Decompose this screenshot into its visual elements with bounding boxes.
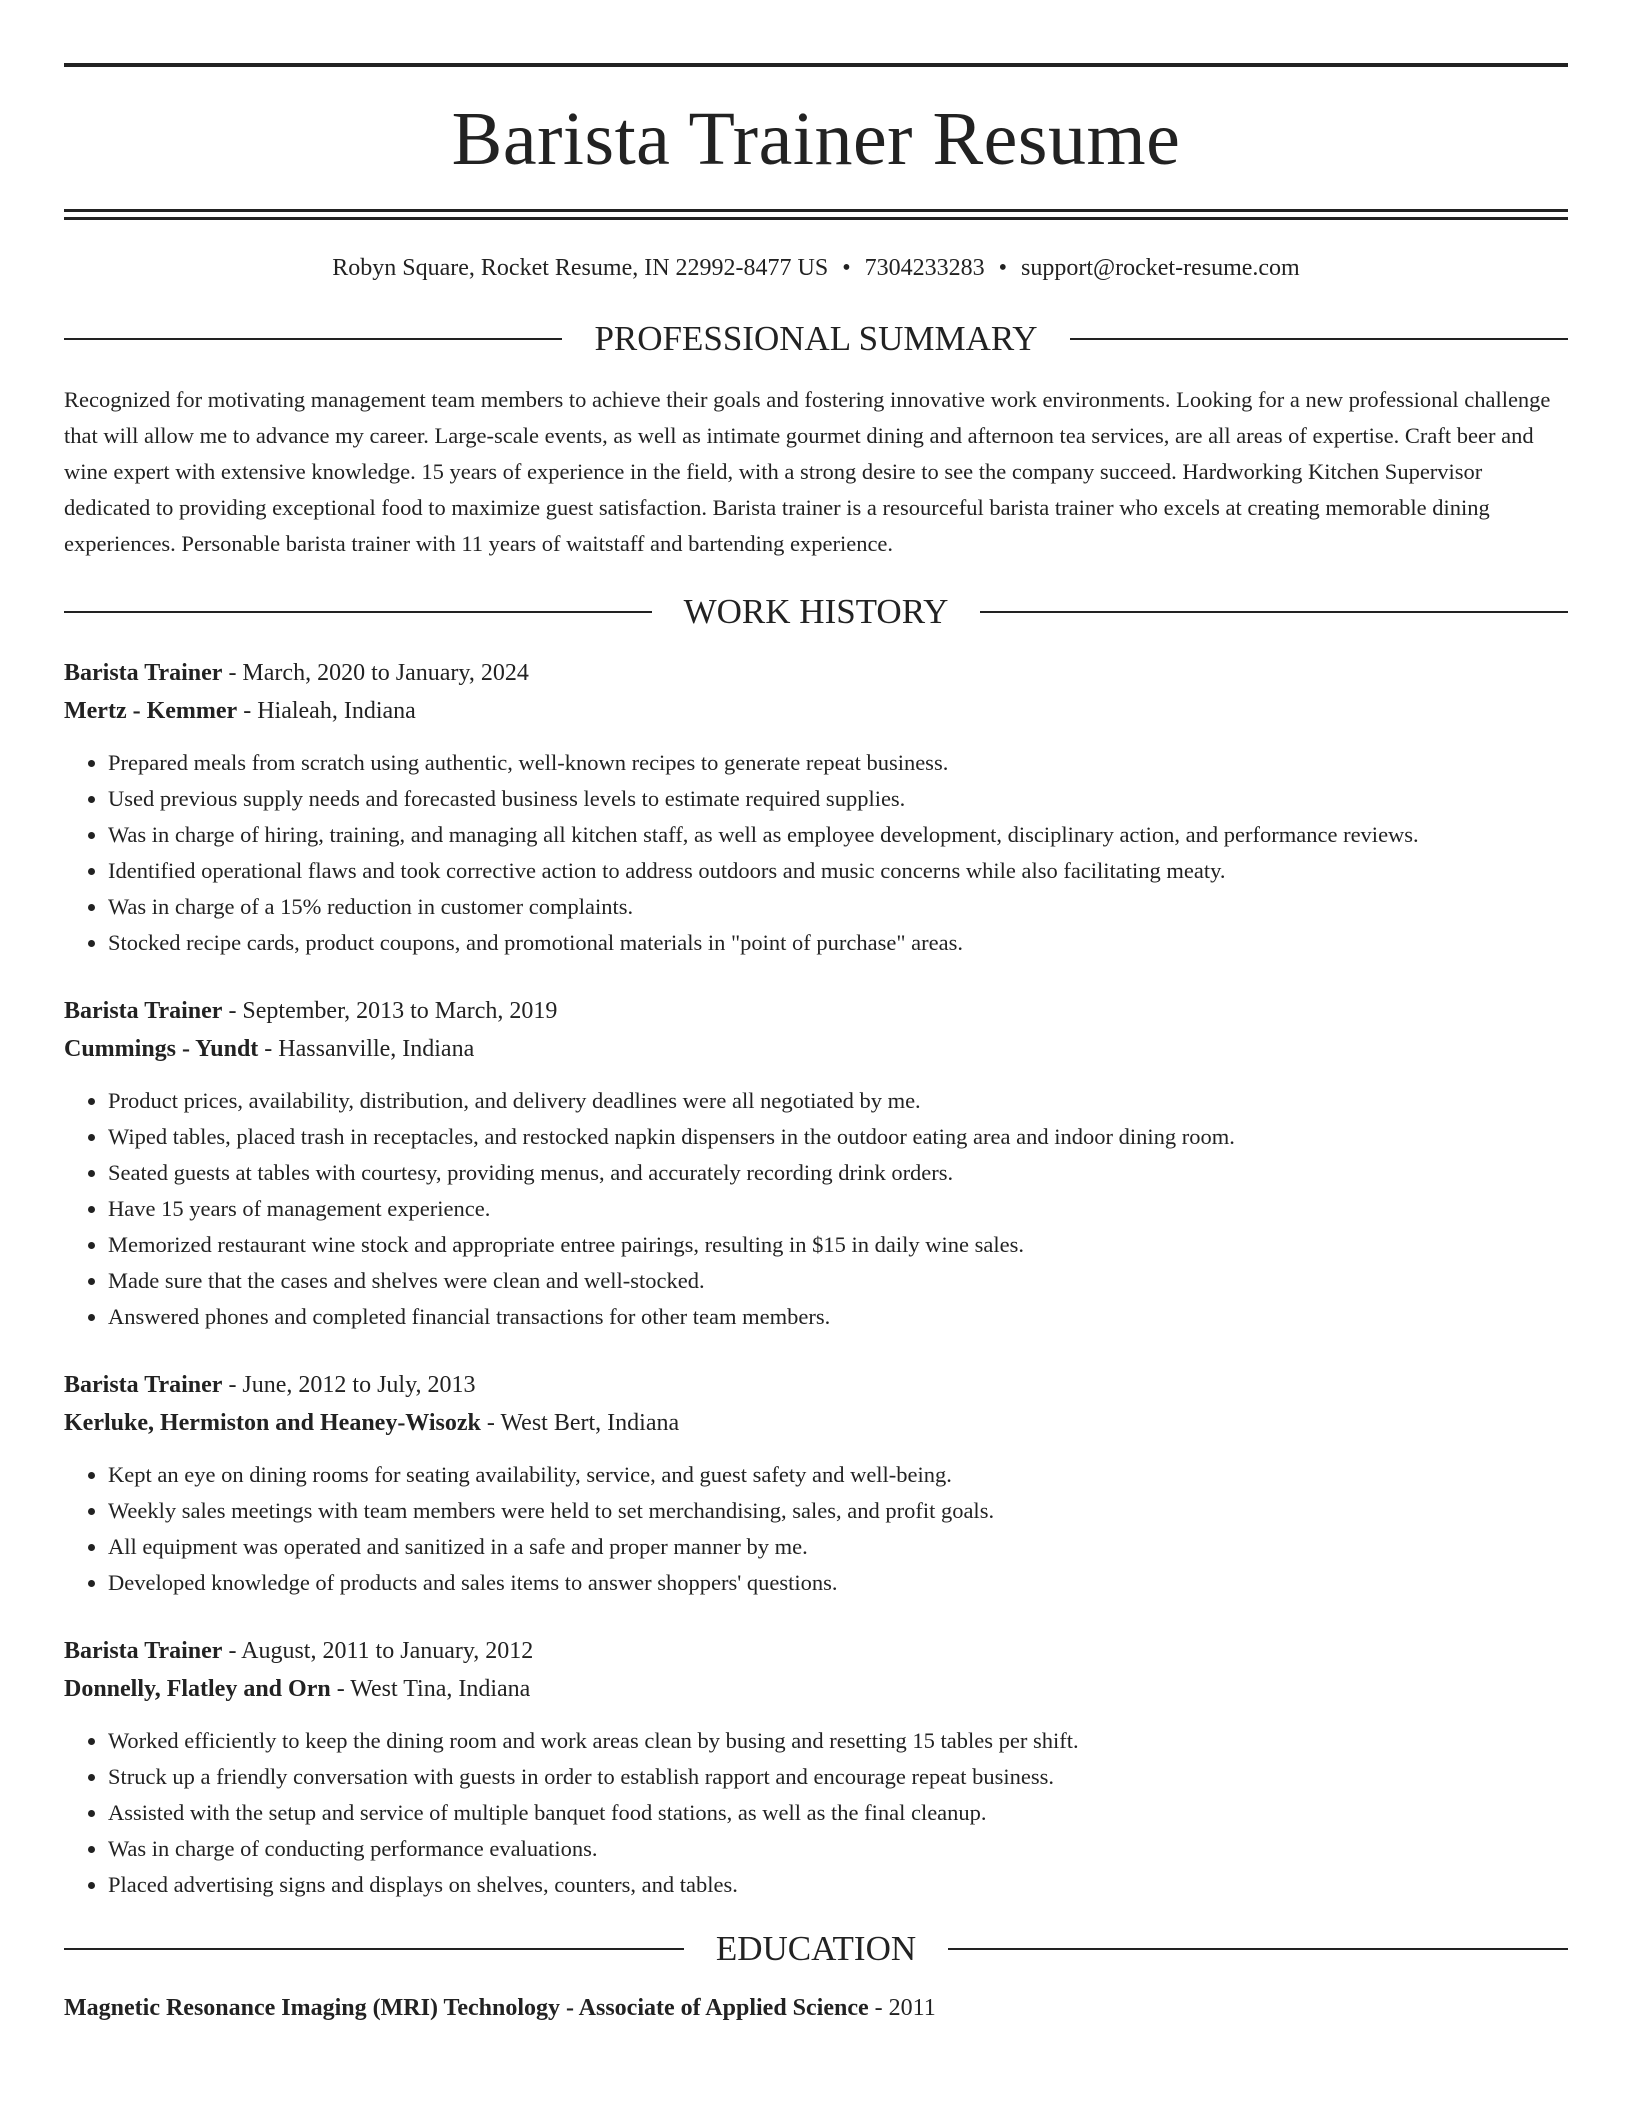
resume-page	[64, 0, 1568, 2027]
job-bullet: • Assisted with the setup and service of multiple banquet food stations, as well as the final cleanup.	[108, 1795, 1568, 1831]
job-title: Barista Trainer	[64, 1638, 223, 1664]
work-history-heading-label: WORK HISTORY	[683, 592, 949, 631]
contact-address: Robyn Square, Rocket Resume, IN 22992-8477 US	[332, 255, 829, 281]
contact-phone: 7304233283	[864, 255, 985, 281]
job-bullet-list	[64, 745, 1568, 961]
contact-email: support@rocket-resume.com	[1021, 255, 1300, 281]
job-entry	[64, 654, 1568, 961]
job-entry	[64, 992, 1568, 1335]
job-bullet: • Developed knowledge of products and sales items to answer shoppers' questions.	[108, 1565, 1568, 1601]
job-bullet-list	[64, 1457, 1568, 1601]
job-entry	[64, 1366, 1568, 1601]
contact-separator: •	[998, 255, 1008, 281]
job-bullet-list	[64, 1083, 1568, 1335]
heading-rule-right	[1070, 338, 1568, 340]
work-history-list	[64, 654, 1568, 1903]
job-location: - West Bert, Indiana	[486, 1410, 680, 1436]
job-company-line	[64, 1030, 1568, 1068]
summary-section-heading	[64, 319, 1568, 359]
education-entry	[64, 1989, 1568, 2027]
job-bullet: • Product prices, availability, distribution, and delivery deadlines were all negotiated by me.	[108, 1083, 1568, 1119]
education-section-heading	[64, 1929, 1568, 1969]
job-bullet: • Made sure that the cases and shelves were clean and well-stocked.	[108, 1263, 1568, 1299]
job-dates: - March, 2020 to January, 2024	[228, 660, 529, 686]
job-bullet: • Identified operational flaws and took corrective action to address outdoors and music concerns while also facilitating meaty.	[108, 853, 1568, 889]
job-location: - Hassanville, Indiana	[264, 1036, 475, 1062]
heading-rule-right	[948, 1948, 1568, 1950]
job-title: Barista Trainer	[64, 1372, 223, 1398]
job-company-line	[64, 692, 1568, 730]
heading-rule-right	[980, 611, 1568, 613]
heading-rule-left	[64, 338, 562, 340]
job-title-line	[64, 1366, 1568, 1404]
job-title-line	[64, 654, 1568, 692]
job-bullet: • Was in charge of hiring, training, and managing all kitchen staff, as well as employee development, disciplinary action, and performance reviews.	[108, 817, 1568, 853]
job-bullet: • Was in charge of conducting performance evaluations.	[108, 1831, 1568, 1867]
job-company: Donnelly, Flatley and Orn	[64, 1676, 331, 1702]
contact-separator: •	[842, 255, 851, 281]
job-title: Barista Trainer	[64, 660, 223, 686]
job-company-line	[64, 1670, 1568, 1708]
job-bullet: • Worked efficiently to keep the dining room and work areas clean by busing and resetting 15 tables per shift.	[108, 1723, 1568, 1759]
heading-rule-left	[64, 611, 652, 613]
job-company-line	[64, 1404, 1568, 1442]
job-company: Mertz - Kemmer	[64, 698, 238, 724]
job-dates: - August, 2011 to January, 2012	[228, 1638, 534, 1664]
professional-summary-text: Recognized for motivating management team members to achieve their goals and fostering innovative work environments. Looking for a new professional challenge that will allow me to advance my career. Large-scale events, as well as intimate gourmet dining and afternoon tea services, are all areas of expertise. Craft beer and wine expert with extensive knowledge. 15 years of experience in the field, with a strong desire to see the company succeed. Hardworking Kitchen Supervisor dedicated to providing exceptional food to maximize guest satisfaction. Barista trainer is a resourceful barista trainer who excels at creating memorable dining experiences. Personable barista trainer with 11 years of waitstaff and bartending experience.	[64, 387, 1551, 556]
job-bullet: • Was in charge of a 15% reduction in customer complaints.	[108, 889, 1568, 925]
job-bullet: • Weekly sales meetings with team members were held to set merchandising, sales, and profit goals.	[108, 1493, 1568, 1529]
heading-rule-left	[64, 1948, 684, 1950]
job-bullet: • Stocked recipe cards, product coupons, and promotional materials in "point of purchase" areas.	[108, 925, 1568, 961]
job-bullet: • Wiped tables, placed trash in receptacles, and restocked napkin dispensers in the outdoor eating area and indoor dining room.	[108, 1119, 1568, 1155]
job-bullet: • Kept an eye on dining rooms for seating availability, service, and guest safety and well-being.	[108, 1457, 1568, 1493]
job-bullet: • Seated guests at tables with courtesy, providing menus, and accurately recording drink orders.	[108, 1155, 1568, 1191]
job-bullet: • All equipment was operated and sanitized in a safe and proper manner by me.	[108, 1529, 1568, 1565]
job-title-line	[64, 1632, 1568, 1670]
education-heading-label: EDUCATION	[715, 1929, 917, 1968]
top-rule	[64, 63, 1568, 67]
resume-title: Barista Trainer Resume	[451, 97, 1181, 181]
job-company: Kerluke, Hermiston and Heaney-Wisozk	[64, 1410, 481, 1436]
job-entry	[64, 1632, 1568, 1903]
work-history-section-heading	[64, 592, 1568, 632]
job-location: - Hialeah, Indiana	[243, 698, 416, 724]
job-dates: - September, 2013 to March, 2019	[228, 998, 558, 1024]
job-bullet: • Have 15 years of management experience.	[108, 1191, 1568, 1227]
job-bullet: • Placed advertising signs and displays on shelves, counters, and tables.	[108, 1867, 1568, 1903]
job-bullet: • Used previous supply needs and forecasted business levels to estimate required supplies.	[108, 781, 1568, 817]
job-bullet: • Memorized restaurant wine stock and appropriate entree pairings, resulting in $15 in daily wine sales.	[108, 1227, 1568, 1263]
education-year: - 2011	[874, 1995, 936, 2021]
job-dates: - June, 2012 to July, 2013	[228, 1372, 476, 1398]
job-company: Cummings - Yundt	[64, 1036, 259, 1062]
job-bullet: • Prepared meals from scratch using authentic, well-known recipes to generate repeat business.	[108, 745, 1568, 781]
job-bullet-list	[64, 1723, 1568, 1903]
job-bullet: • Struck up a friendly conversation with guests in order to establish rapport and encourage repeat business.	[108, 1759, 1568, 1795]
title-double-rule	[64, 209, 1568, 220]
job-location: - West Tina, Indiana	[336, 1676, 531, 1702]
education-degree: Magnetic Resonance Imaging (MRI) Technology - Associate of Applied Science	[64, 1995, 869, 2021]
summary-heading-label: PROFESSIONAL SUMMARY	[594, 319, 1038, 358]
job-title: Barista Trainer	[64, 998, 223, 1024]
contact-line	[64, 253, 1568, 283]
job-title-line	[64, 992, 1568, 1030]
job-bullet: • Answered phones and completed financial transactions for other team members.	[108, 1299, 1568, 1335]
